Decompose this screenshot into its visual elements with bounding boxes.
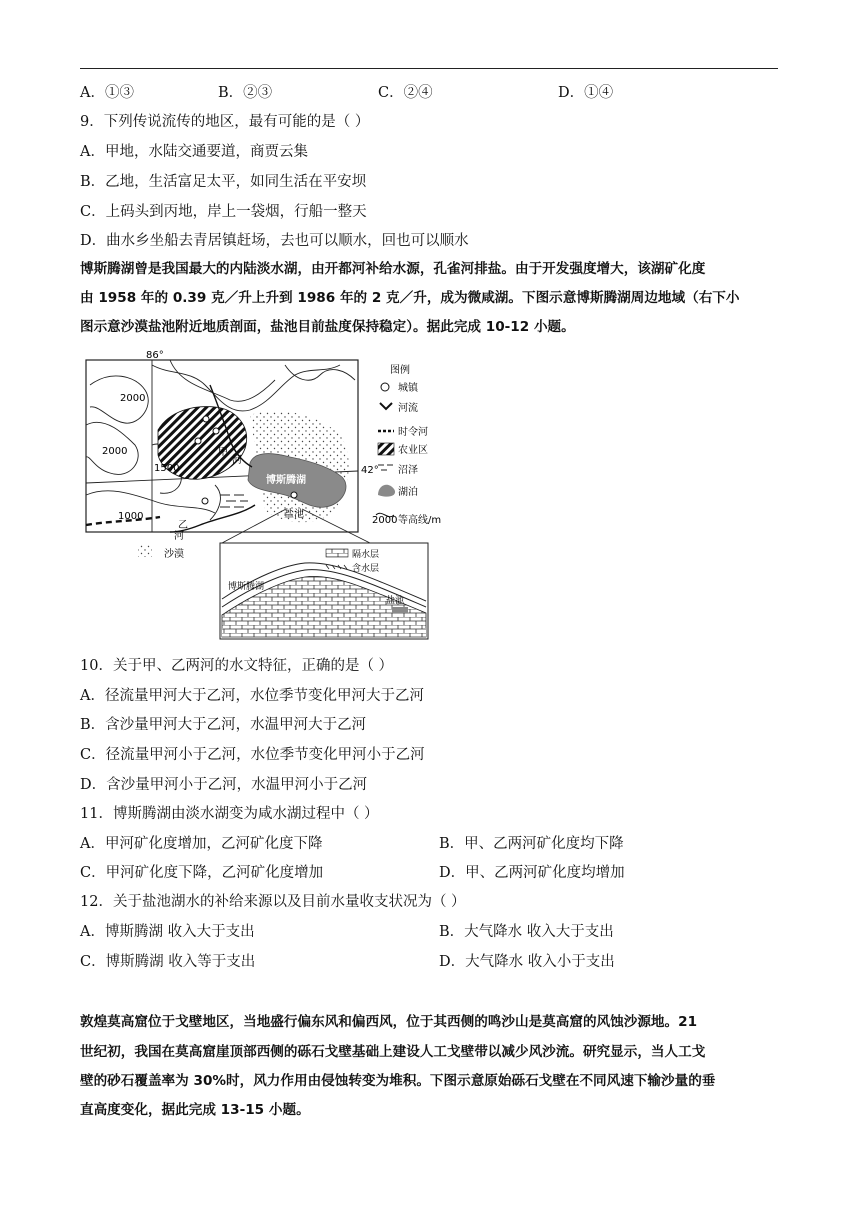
legend-marsh: 沼泽 [398, 465, 418, 476]
intro2-line-2: 世纪初，我国在莫高窟崖顶部西侧的砾石戈壁基础上建设人工戈壁带以减少风沙流。研究显示，当人工戈 [80, 1044, 706, 1060]
intro1-line-3: 图示意沙漠盐池附近地质剖面，盐池目前盐度保持稳定）。据此完成 10-12 小题。 [80, 319, 575, 335]
latitude-label: 42° [361, 465, 379, 476]
q9-option-c: C．上码头到丙地，岸上一袋烟，行船一整天 [80, 204, 367, 220]
town-marker [195, 438, 201, 444]
intro2-line-1: 敦煌莫高窟位于戈壁地区，当地盛行偏东风和偏西风，位于其西侧的鸣沙山是莫高窟的风蚀沙源地。21 [80, 1014, 698, 1030]
salt-pond-label: 盐池 [284, 509, 304, 520]
q10-option-c: C．径流量甲河小于乙河，水位季节变化甲河小于乙河 [80, 747, 425, 763]
town-marker [203, 416, 209, 422]
intro2-line-3: 壁的砂石覆盖率为 30%时，风力作用由侵蚀转变为堆积。下图示意原始砾石戈壁在不同风速下输沙量的垂 [80, 1073, 716, 1089]
q12-option-b: B．大气降水 收入大于支出 [439, 924, 614, 940]
legend-town: 城镇 [398, 383, 418, 394]
legend-lake: 湖泊 [398, 487, 418, 498]
q8-option-a: A．①③ [80, 85, 134, 101]
q8-option-d: D．①④ [558, 85, 614, 101]
legend-desert: 沙漠 [164, 549, 184, 560]
contour-label: 2000 [102, 446, 128, 457]
intro1-line-1: 博斯腾湖曾是我国最大的内陆淡水湖，由开都河补给水源，孔雀河排盐。由于开发强度增大，该湖矿化度 [80, 261, 706, 277]
section-aquiclude-label: 隔水层 [352, 550, 380, 560]
section-lake-label: 博斯腾湖 [228, 582, 265, 592]
q10-option-a: A．径流量甲河大于乙河，水位季节变化甲河大于乙河 [80, 688, 424, 704]
q10-stem: 10．关于甲、乙两河的水文特征，正确的是（ ） [80, 658, 394, 674]
q9-option-d: D．曲水乡坐船去青居镇赶场，去也可以顺水，回也可以顺水 [80, 233, 469, 249]
q10-option-d: D．含沙量甲河小于乙河，水温甲河小于乙河 [80, 777, 368, 793]
legend-contour-value: 2000 [372, 515, 398, 526]
legend-river: 河流 [398, 403, 418, 414]
q11-option-c: C．甲河矿化度下降，乙河矿化度增加 [80, 865, 324, 881]
contour-label: 2000 [120, 393, 146, 404]
q12-option-c: C．博斯腾湖 收入等于支出 [80, 954, 256, 970]
q10-option-b: B．含沙量甲河大于乙河，水温甲河大于乙河 [80, 717, 367, 733]
river-label-yi: 乙 [178, 520, 188, 531]
legend-title: 图例 [390, 365, 410, 376]
q9-stem: 9．下列传说流传的地区，最有可能的是（ ） [80, 114, 370, 130]
q11-option-a: A．甲河矿化度增加，乙河矿化度下降 [80, 836, 323, 852]
intro1-line-2: 由 1958 年的 0.39 克／升上升到 1986 年的 2 克／升，成为微咸湖。下图示意博斯腾湖周边地域（右下小 [80, 290, 740, 306]
longitude-label: 86° [146, 350, 164, 361]
bosten-lake-map [80, 345, 490, 643]
q11-stem: 11．博斯腾湖由淡水湖变为咸水湖过程中（ ） [80, 806, 379, 822]
river-label-jia: 甲 [218, 447, 228, 458]
river-label-he2: 河 [174, 531, 184, 542]
river-label-he1: 河 [232, 455, 242, 466]
q12-stem: 12．关于盐池湖水的补给来源以及目前水量收支状况为（ ） [80, 894, 466, 910]
town-marker [291, 492, 297, 498]
legend-seasonal-river: 时令河 [398, 427, 428, 438]
town-marker [202, 498, 208, 504]
section-saltpond-label: 盐池 [386, 596, 405, 606]
q12-option-d: D．大气降水 收入小于支出 [439, 954, 615, 970]
section-aquifer-label: 含水层 [352, 564, 380, 574]
header-rule [80, 68, 778, 69]
contour-label: 1000 [118, 511, 144, 522]
lake-label: 博斯腾湖 [266, 475, 306, 486]
intro2-line-4: 直高度变化，据此完成 13-15 小题。 [80, 1102, 310, 1118]
q11-option-b: B．甲、乙两河矿化度均下降 [439, 836, 624, 852]
q9-option-a: A．甲地，水陆交通要道，商贾云集 [80, 144, 308, 160]
q9-option-b: B．乙地，生活富足太平，如同生活在平安坝 [80, 174, 367, 190]
q8-option-c: C．②④ [378, 85, 433, 101]
q12-option-a: A．博斯腾湖 收入大于支出 [80, 924, 255, 940]
q8-option-b: B．②③ [218, 85, 273, 101]
town-marker [213, 428, 219, 434]
legend-contour: 等高线/m [398, 515, 442, 526]
legend-agriculture: 农业区 [398, 445, 428, 456]
contour-label: 1500 [154, 463, 180, 474]
q11-option-d: D．甲、乙两河矿化度均增加 [439, 865, 625, 881]
